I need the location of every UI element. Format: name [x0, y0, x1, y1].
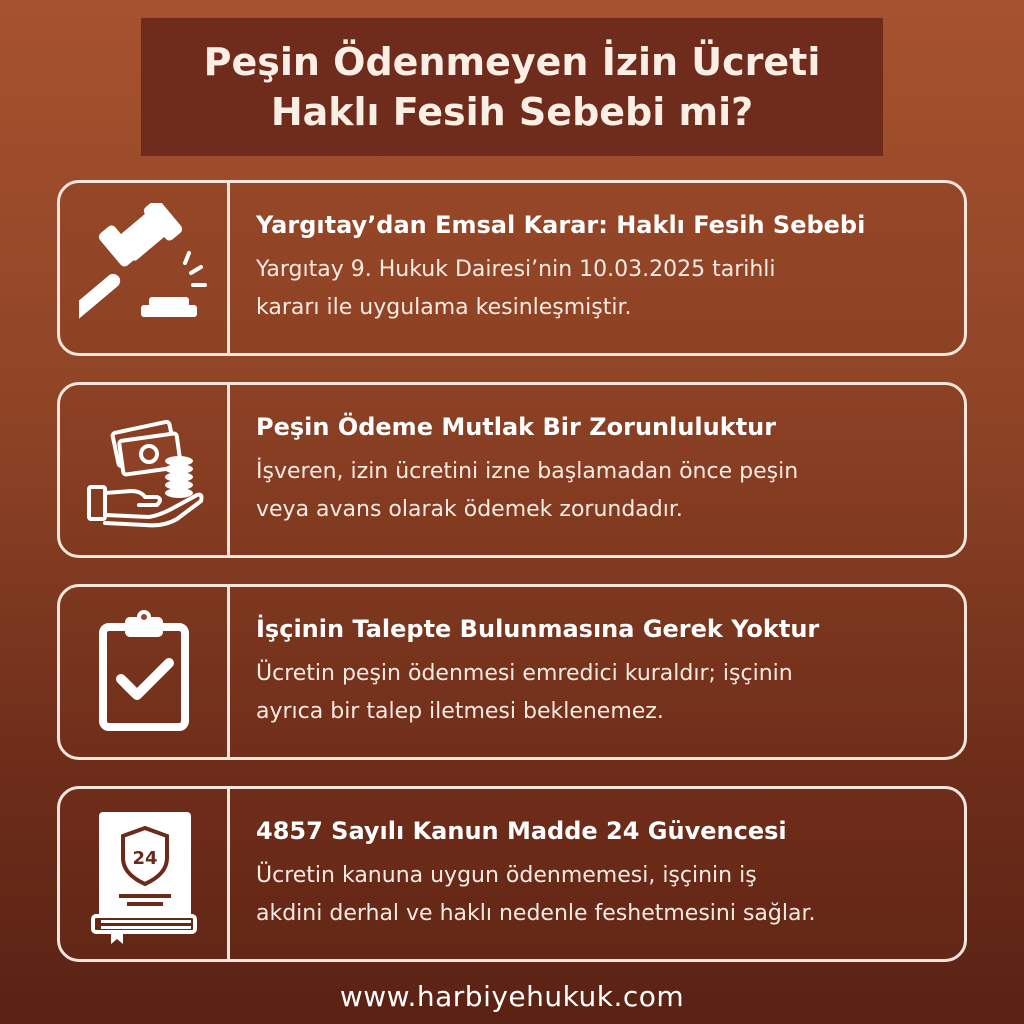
card-divider: [227, 587, 230, 757]
shield-number-label: 24: [131, 848, 158, 869]
card-no-request: [57, 584, 967, 760]
card-body-line: veya avans olarak ödemek zorundadır.: [256, 497, 683, 522]
card-heading: Peşin Ödeme Mutlak Bir Zorunluluktur: [256, 413, 777, 441]
card-body-line: Ücretin kanuna uygun ödenmemesi, işçinin iş: [256, 863, 757, 888]
law-book-shield-icon: [60, 789, 227, 959]
card-divider: [227, 183, 230, 353]
money-hand-icon: [60, 385, 227, 555]
card-body: [256, 251, 944, 327]
card-precedent: [57, 180, 967, 356]
card-divider: [227, 789, 230, 959]
card-law-article: [57, 786, 967, 962]
card-prepayment: [57, 382, 967, 558]
card-body-line: Ücretin peşin ödenmesi emredici kuraldır; işçinin: [256, 661, 793, 686]
clipboard-check-icon: [60, 587, 227, 757]
card-body-line: kararı ile uygulama kesinleşmiştir.: [256, 295, 632, 320]
title-banner: [141, 18, 883, 156]
gavel-icon: [60, 183, 227, 353]
title-line-1: Peşin Ödenmeyen İzin Ücreti: [203, 40, 821, 84]
website-link[interactable]: www.harbiyehukuk.com: [339, 980, 685, 1013]
card-body-line: akdini derhal ve haklı nedenle feshetmesini sağlar.: [256, 901, 816, 926]
card-heading: 4857 Sayılı Kanun Madde 24 Güvencesi: [256, 817, 787, 845]
card-heading: Yargıtay’dan Emsal Karar: Haklı Fesih Sebebi: [256, 211, 866, 239]
card-body: [256, 453, 944, 529]
card-body: [256, 655, 944, 731]
title-line-2: Haklı Fesih Sebebi mi?: [270, 90, 754, 134]
card-body-line: Yargıtay 9. Hukuk Dairesi’nin 10.03.2025 tarihli: [256, 257, 776, 282]
card-body-line: İşveren, izin ücretini izne başlamadan önce peşin: [256, 459, 799, 484]
card-divider: [227, 385, 230, 555]
card-body-line: ayrıca bir talep iletmesi beklenemez.: [256, 699, 664, 724]
card-heading: İşçinin Talepte Bulunmasına Gerek Yoktur: [256, 615, 820, 643]
card-body: [256, 857, 944, 933]
